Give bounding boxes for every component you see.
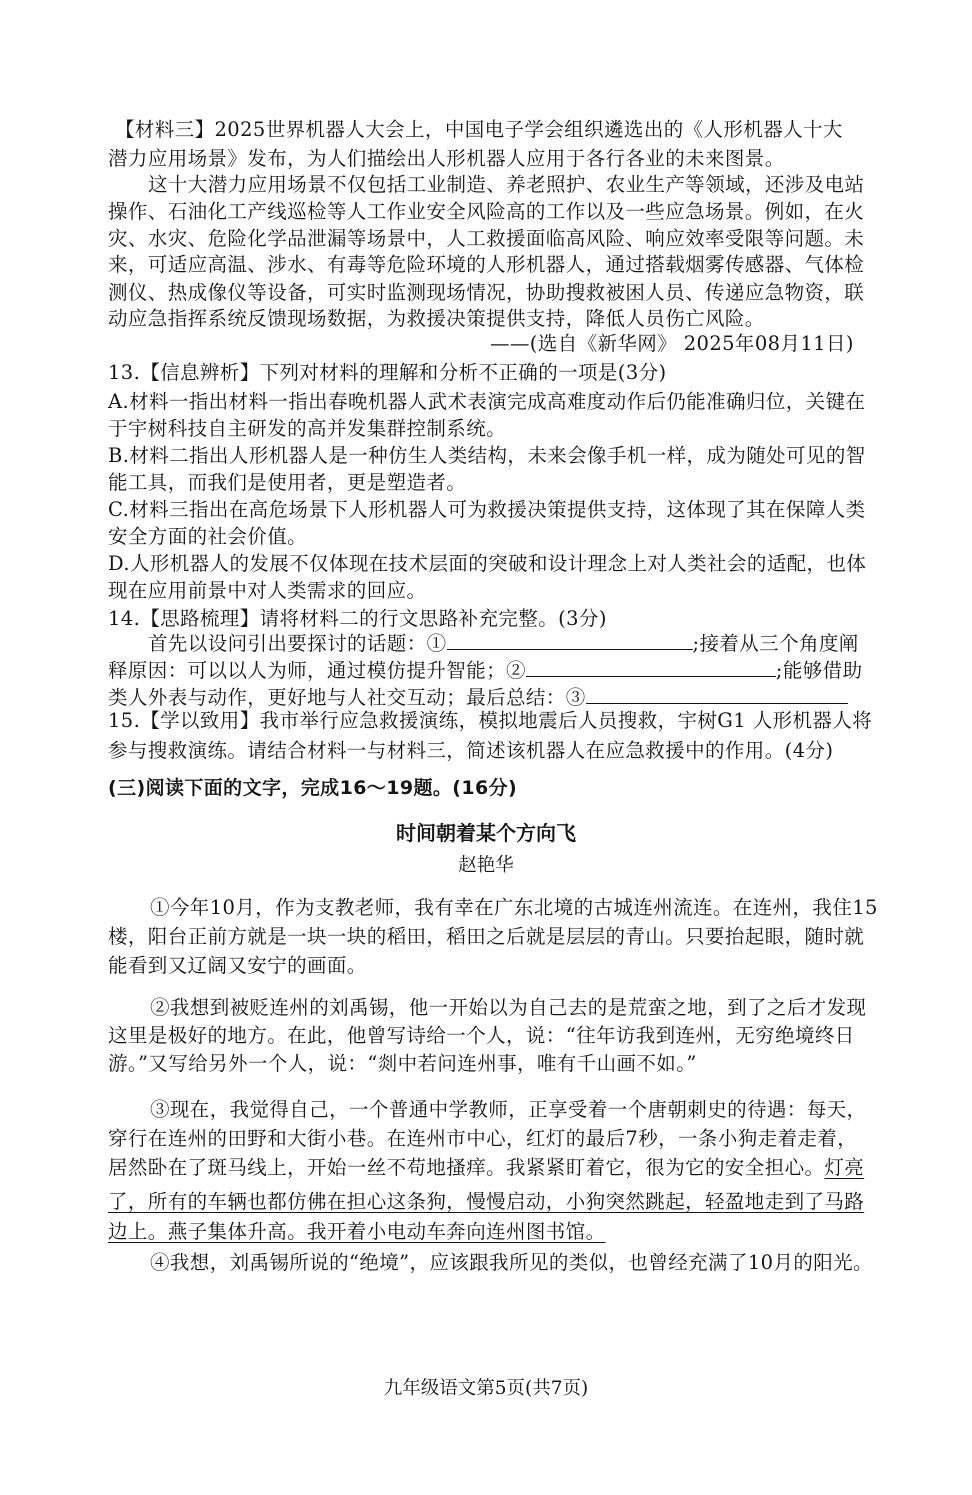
- q13-stem: 13.【信息辨析】下列对材料的理解和分析不正确的一项是(3分): [108, 361, 667, 384]
- q15-line-1: 15.【学以致用】我市举行应急救援演练，模拟地震后人员搜救，宇树G1 人形机器人将: [108, 709, 873, 732]
- essay-author: 赵艳华: [458, 855, 514, 876]
- q14-line-1: [148, 631, 859, 657]
- page-footer: 九年级语文第5页(共7页): [383, 1378, 589, 1399]
- material3-line-3: 这十大潜力应用场景不仅包括工业制造、养老照护、农业生产等领域，还涉及电站: [148, 173, 865, 196]
- section3-heading: (三)阅读下面的文字，完成16～19题。(16分): [108, 777, 518, 799]
- q14-blank-2[interactable]: [526, 658, 776, 677]
- material3-line-5: 灾、水灾、危险化学品泄漏等场景中，人工救援面临高风险、响应效率受限等问题。未: [108, 227, 865, 250]
- q13-option-b-2: 能工具，而我们是使用者，更是塑造者。: [108, 471, 467, 494]
- material3-source: ——(选自《新华网》 2025年08月11日): [490, 332, 854, 355]
- essay-p2-line-3: 游。”又写给另外一个人，说：“剡中若问连州事，唯有千山画不如。”: [108, 1052, 697, 1075]
- q13-option-b-1: B.材料二指出人形机器人是一种仿生人类结构，未来会像手机一样，成为随处可见的智: [108, 444, 866, 467]
- material3-line-2: 潜力应用场景》发布，为人们描绘出人形机器人应用于各行各业的未来图景。: [108, 147, 785, 170]
- essay-p1-line-1: ①今年10月，作为支教老师，我有幸在广东北境的古城连州流连。在连州，我住15: [150, 896, 878, 919]
- q13-option-a-1: A.材料一指出材料一指出春晚机器人武术表演完成高难度动作后仍能准确归位，关键在: [108, 390, 866, 413]
- q14-blank-3[interactable]: [586, 685, 848, 704]
- q13-option-a-2: 于宇树科技自主研发的高并发集群控制系统。: [108, 417, 507, 440]
- material3-line-6: 来，可适应高温、涉水、有毒等危险环境的人形机器人，通过搭载烟雾传感器、气体检: [108, 253, 865, 276]
- q13-option-c-1: C.材料三指出在高危场景下人形机器人可为救援决策提供支持，这体现了其在保障人类: [108, 498, 866, 521]
- essay-p3-line-1: ③现在，我觉得自己，一个普通中学教师，正享受着一个唐朝刺史的待遇：每天，: [150, 1098, 867, 1121]
- essay-p3-line-2: 穿行在连州的田野和大街小巷。在连州市中心，红灯的最后7秒，一条小狗走着走着，: [108, 1127, 858, 1150]
- essay-p4: ④我想，刘禹锡所说的“绝境”，应该跟我所见的类似，也曾经充满了10月的阳光。: [150, 1251, 873, 1274]
- material3-line-7: 测仪、热成像仪等设备，可实时监测现场情况，协助搜救被困人员、传递应急物资，联: [108, 281, 865, 304]
- essay-p3-underline-line-1: 了，所有的车辆也都仿佛在担心这条狗，慢慢启动，小狗突然跳起，轻盈地走到了马路: [108, 1190, 865, 1213]
- essay-p2-line-2: 这里是极好的地方。在此，他曾写诗给一个人，说：“往年访我到连州，无穷绝境终日: [108, 1024, 855, 1047]
- q14-line-2-text-a: 释原因：可以以人为师，通过模仿提升智能；②: [108, 659, 526, 682]
- material3-line-4: 操作、石油化工产线巡检等人工作业安全风险高的工作以及一些应急场景。例如，在火: [108, 200, 865, 223]
- essay-p1-line-2: 楼，阳台正前方就是一块一块的稻田，稻田之后就是层层的青山。只要抬起眼，随时就: [108, 925, 865, 948]
- q13-option-d-1: D.人形机器人的发展不仅体现在技术层面的突破和设计理念上对人类社会的适配，也体: [108, 552, 867, 575]
- q14-line-1-text-a: 首先以设问引出要探讨的话题：①: [148, 632, 447, 655]
- q14-stem: 14.【思路梳理】请将材料二的行文思路补充完整。(3分): [108, 607, 607, 630]
- essay-p3-underline-start: 灯亮: [824, 1156, 865, 1179]
- q15-line-2: 参与搜救演练。请结合材料一与材料三，简述该机器人在应急救援中的作用。(4分): [108, 739, 834, 762]
- essay-p3-underline-line-2: 边上。燕子集体升高。我开着小电动车奔向连州图书馆。: [108, 1220, 606, 1243]
- material3-line-8: 动应急指挥系统反馈现场数据，为救援决策提供支持，降低人员伤亡风险。: [108, 307, 765, 330]
- essay-title: 时间朝着某个方向飞: [396, 821, 576, 845]
- q13-option-d-2: 现在应用前景中对人类需求的回应。: [108, 579, 427, 602]
- q14-line-2-text-b: ;能够借助: [775, 659, 863, 682]
- essay-p3-line-3: [108, 1155, 864, 1181]
- essay-p1-line-3: 能看到又辽阔又安宁的画面。: [108, 954, 367, 977]
- q14-line-3-text-a: 类人外表与动作，更好地与人社交互动；最后总结：③: [108, 686, 586, 709]
- material3-line-1: 【材料三】2025世界机器人大会上，中国电子学会组织遴选出的《人形机器人十大: [115, 118, 843, 141]
- q13-option-c-2: 安全方面的社会价值。: [108, 525, 308, 548]
- essay-p3-line-3-text: 居然卧在了斑马线上，开始一丝不苟地搔痒。我紧紧盯着它，很为它的安全担心。: [108, 1156, 825, 1179]
- q14-blank-1[interactable]: [447, 631, 693, 650]
- q14-line-2: [108, 658, 862, 684]
- essay-p2-line-1: ②我想到被贬连州的刘禹锡，他一开始以为自己去的是荒蛮之地，到了之后才发现: [150, 996, 867, 1019]
- q14-line-1-text-b: ;接着从三个角度阐: [692, 632, 859, 655]
